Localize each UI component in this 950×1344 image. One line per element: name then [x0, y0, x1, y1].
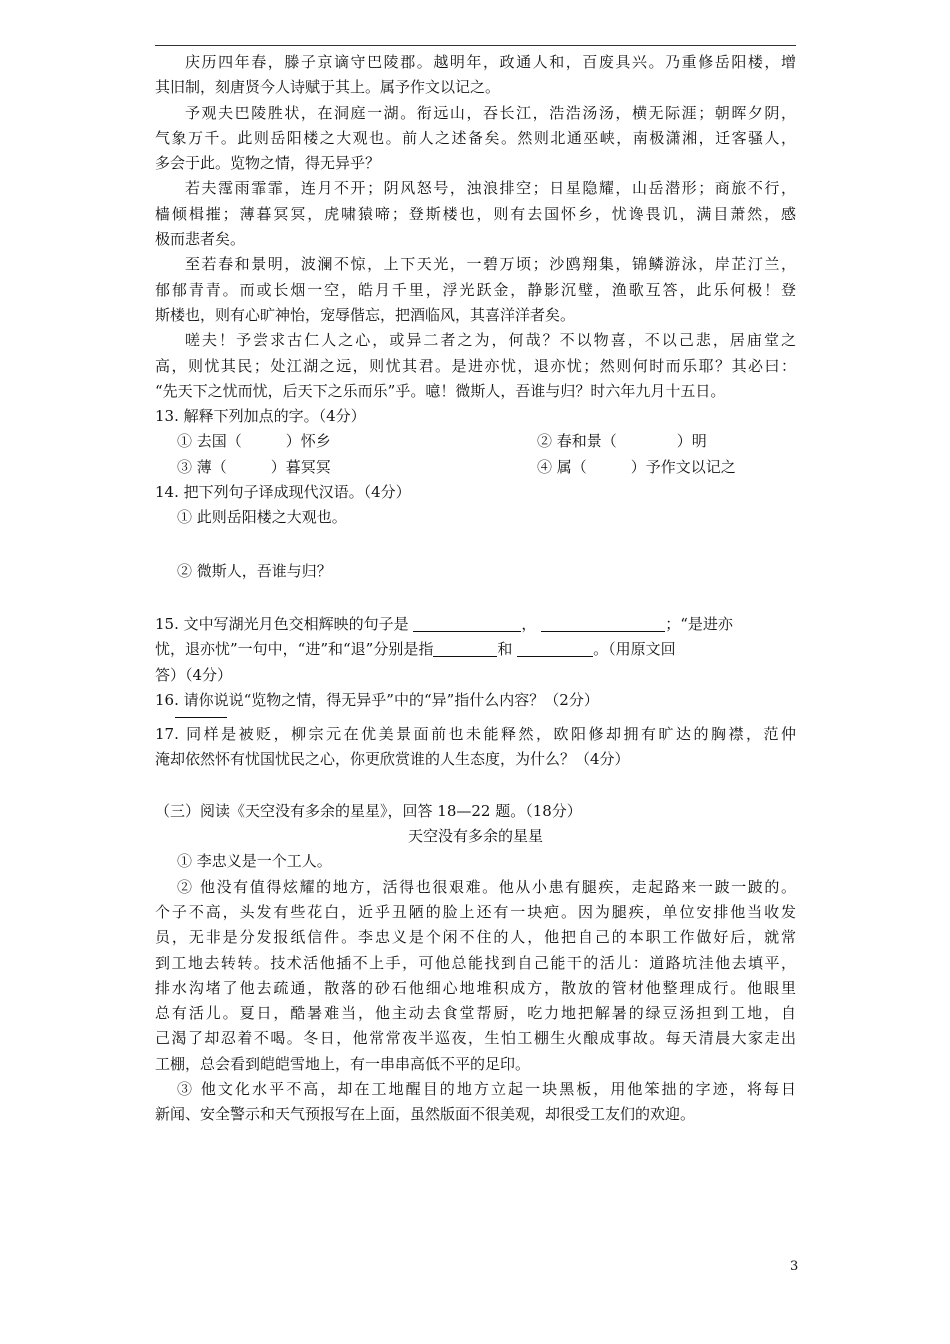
answer-line[interactable]: [175, 717, 227, 718]
text-line: 工棚，总会看到皑皑雪地上，有一串串高低不平的足印。: [155, 1054, 531, 1073]
question-line: 淹却依然怀有忧国忧民之心，你更欣赏谁的人生态度，为什么？（4分）: [155, 750, 630, 769]
option-row: [155, 429, 796, 454]
question-line: 答）（4分）: [155, 665, 233, 684]
text-line: 个子不高，头发有些花白，近乎丑陋的脸上还有一块疤。因为腿疾，单位安排他当收发: [155, 902, 796, 921]
text-line: 庆历四年春，滕子京谪守巴陵郡。越明年，政通人和，百废具兴。乃重修岳阳楼，增: [185, 53, 796, 71]
text-line: 排水沟堵了他去疏通，散落的砂石他细心地堆积成方，散放的管材他整理成行。他眼里: [155, 978, 796, 997]
option-text: ③ 薄（: [177, 457, 227, 476]
question-13: [155, 404, 796, 480]
document-page: [155, 50, 796, 1128]
sentence-2: ② 微斯人，吾谁与归？: [177, 561, 332, 580]
section-heading: （三）阅读《天空没有多余的星星》，回答 18—22 题。（18分）: [155, 801, 582, 820]
text-line: 新闻、安全警示和天气预报写在上面，虽然版面不很美观，却很受工友们的欢迎。: [155, 1105, 696, 1124]
text-line: “先天下之忧而忧，后天下之乐而乐”乎。噫！微斯人，吾谁与归？时六年九月十五日。: [155, 381, 726, 400]
answer-blank[interactable]: [413, 615, 521, 632]
question-text: 。（用原文回: [593, 640, 676, 659]
question-line: [155, 637, 796, 662]
option-text: ）暮冥冥: [270, 457, 331, 476]
passage-paragraph-1: [155, 50, 796, 101]
question-text: ；“是进亦: [665, 614, 733, 633]
page-number: 3: [790, 1259, 799, 1274]
passage-paragraph-3: [155, 176, 796, 252]
answer-blank[interactable]: [517, 640, 593, 657]
text-line: 总有活儿。夏日，酷暑难当，他主动去食堂帮厨，吃力地把解暑的绿豆汤担到工地，自: [155, 1004, 796, 1023]
answer-space[interactable]: [155, 773, 796, 799]
text-line: 气象万千。此则岳阳楼之大观也。前人之述备矣。然则北通巫峡，南极潇湘，迁客骚人，: [155, 128, 796, 147]
text-line: 斯楼也，则有心旷神怡，宠辱偕忘，把酒临风，其喜洋洋者矣。: [155, 305, 576, 324]
text-line: ② 他没有值得炫耀的地方，活得也很艰难。他从小患有腿疾，走起路来一跛一跛的。: [177, 877, 796, 896]
text-line: 樯倾楫摧；薄暮冥冥，虎啸猿啼；登斯楼也，则有去国怀乡，忧谗畏讥，满目萧然，感: [155, 204, 796, 223]
text-line: 到工地去转转。技术活他插不上手，可他总能找到自己能干的活儿：道路坑洼他去填平，: [155, 953, 796, 972]
question-16: [155, 688, 796, 718]
option-2: [537, 429, 707, 454]
passage: [155, 50, 796, 404]
text-line: 多会于此。览物之情，得无异乎？: [155, 154, 381, 173]
option-text: ）怀乡: [285, 432, 331, 451]
question-stem: 13. 解释下列加点的字。（4分）: [155, 407, 366, 426]
article-paragraph-2: [155, 875, 796, 1077]
question-15: [155, 612, 796, 688]
question-line: [155, 612, 796, 637]
section-3: [155, 799, 796, 1128]
question-14: [155, 480, 796, 612]
option-4: [537, 455, 736, 480]
text-line: 若夫霪雨霏霏，连月不开；阴风怒号，浊浪排空；日星隐耀，山岳潜形；商旅不行，: [185, 179, 796, 198]
option-text: ④ 属（: [537, 457, 587, 476]
answer-blank[interactable]: [433, 640, 497, 657]
option-3: [177, 455, 537, 480]
question-text: 忧，退亦忧”一句中，“进”和“退”分别是指: [155, 640, 434, 659]
answer-blank[interactable]: [541, 615, 665, 632]
sentence-1: ① 此则岳阳楼之大观也。: [177, 508, 347, 527]
question-text: ，: [521, 614, 537, 633]
passage-paragraph-5: [155, 328, 796, 404]
article-paragraph-1: ① 李忠义是一个工人。: [177, 852, 332, 871]
text-line: 郁郁青青。而或长烟一空，皓月千里，浮光跃金，静影沉璧，渔歌互答，此乐何极！登: [155, 280, 796, 299]
text-line: 己渴了却忍着不喝。冬日，他常常夜半巡夜，生怕工棚生火酿成事故。每天清晨大家走出: [155, 1029, 796, 1048]
text-line: 员，无非是分发报纸信件。李忠义是个闲不住的人，他把自己的本职工作做好后，就常: [155, 928, 796, 947]
option-row: [155, 455, 796, 480]
article-paragraph-3: [155, 1077, 796, 1128]
text-line: 高，则忧其民；处江湖之远，则忧其君。是进亦忧，退亦忧；然则何时而乐耶？其必曰：: [155, 356, 796, 375]
option-text: ）明: [676, 432, 707, 451]
article-title: 天空没有多余的星星: [407, 827, 543, 846]
option-text: ② 春和景（: [537, 432, 617, 451]
option-1: [177, 429, 537, 454]
question-stem: 16. 请你说说“览物之情，得无异乎”中的“异”指什么内容？（2分）: [155, 690, 599, 709]
text-line: 嗟夫！予尝求古仁人之心，或异二者之为，何哉？不以物喜，不以己悲，居庙堂之: [185, 331, 796, 350]
question-text: 和: [497, 640, 513, 659]
option-text: ① 去国（: [177, 432, 242, 451]
text-line: 极而悲者矣。: [155, 230, 246, 249]
question-line: 17. 同样是被贬，柳宗元在优美景面前也未能释然，欧阳修却拥有旷达的胸襟，范仲: [155, 725, 796, 744]
text-line: 其旧制，刻唐贤今人诗赋于其上。属予作文以记之。: [155, 78, 501, 97]
question-17: [155, 722, 796, 773]
question-text: 15. 文中写湖光月色交相辉映的句子是: [155, 614, 409, 633]
question-stem: 14. 把下列句子译成现代汉语。（4分）: [155, 483, 411, 502]
answer-space[interactable]: [155, 531, 796, 559]
passage-paragraph-2: [155, 101, 796, 177]
text-line: 至若春和景明，波澜不惊，上下天光，一碧万顷；沙鸥翔集，锦鳞游泳，岸芷汀兰，: [185, 255, 796, 274]
passage-paragraph-4: [155, 252, 796, 328]
text-line: 予观夫巴陵胜状，在洞庭一湖。衔远山，吞长江，浩浩汤汤，横无际涯；朝晖夕阴，: [185, 103, 796, 122]
answer-space[interactable]: [155, 584, 796, 612]
option-text: ）予作文以记之: [630, 457, 736, 476]
text-line: ③ 他文化水平不高，却在工地醒目的地方立起一块黑板，用他笨拙的字迹，将每日: [177, 1079, 796, 1098]
header-rule: [155, 45, 796, 46]
